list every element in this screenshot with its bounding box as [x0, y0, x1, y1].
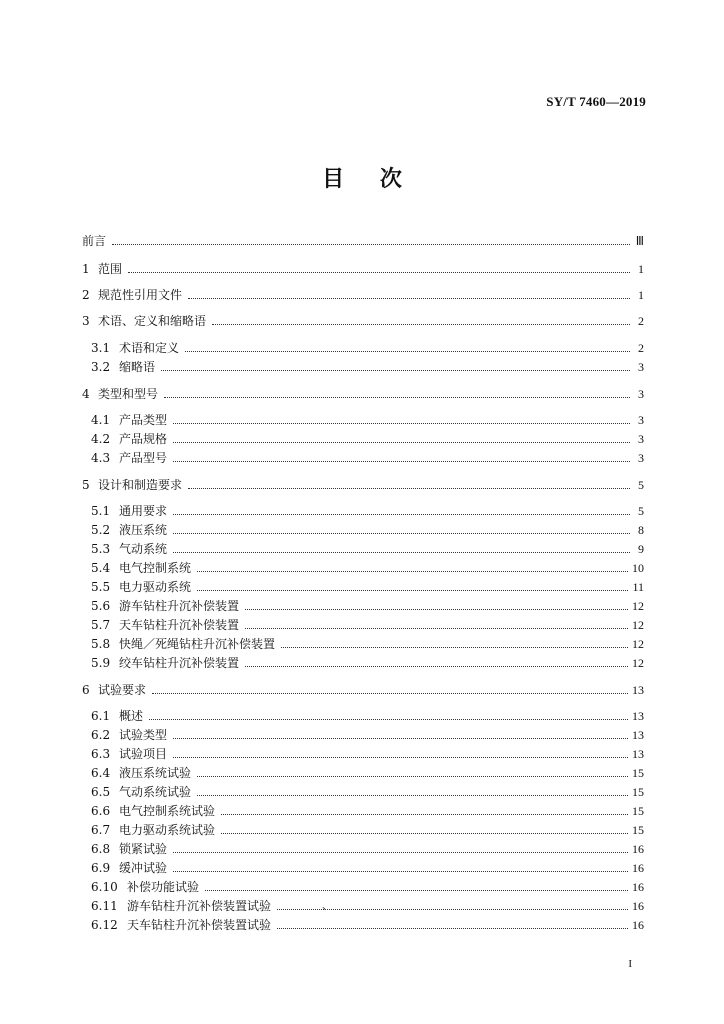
toc-entry-label: 术语、定义和缩略语 [98, 314, 207, 328]
toc-dot-leader [185, 351, 630, 352]
toc-entry-page: 16 [632, 899, 644, 913]
toc-dot-leader [173, 757, 628, 758]
toc-dot-leader [221, 833, 628, 834]
toc-dot-leader [173, 423, 630, 424]
toc-dot-leader [173, 514, 630, 515]
page-folio: I [628, 958, 632, 970]
toc-entry-page: 13 [632, 683, 644, 697]
toc-dot-leader [212, 324, 630, 325]
toc-dot-leader [221, 814, 628, 815]
toc-entry-page: 5 [638, 504, 644, 518]
toc-entry-number: 5 [82, 478, 90, 492]
toc-entry-page: 12 [632, 637, 644, 651]
toc-entry-number: 6.4 [91, 766, 111, 780]
toc-entry-number: 5.9 [91, 656, 111, 670]
toc-dot-leader [173, 442, 630, 443]
toc-entry[interactable] [91, 762, 644, 780]
toc-entry-page: 13 [632, 747, 644, 761]
toc-entry-page: 11 [632, 580, 644, 594]
toc-entry[interactable] [91, 614, 644, 632]
toc-entry[interactable] [82, 383, 644, 401]
toc-entry-label: 电力驱动系统 [119, 580, 192, 594]
toc-entry-number: 4.3 [91, 451, 111, 465]
toc-entry-number: 5.8 [91, 637, 111, 651]
toc-entry-label: 天车钻柱升沉补偿装置试验 [127, 918, 272, 932]
toc-entry[interactable] [91, 800, 644, 818]
toc-dot-leader [173, 552, 630, 553]
toc-entry-label: 锁紧试验 [119, 842, 168, 856]
toc-entry-number: 5.1 [91, 504, 111, 518]
toc-entry-label: 游车钻柱升沉补偿装置 [119, 599, 240, 613]
toc-dot-leader [128, 272, 630, 273]
toc-entry-page: 5 [638, 478, 644, 492]
toc-entry-label: 补偿功能试验 [127, 880, 200, 894]
toc-entry[interactable] [91, 519, 644, 537]
toc-entry-label: 绞车钻柱升沉补偿装置 [119, 656, 240, 670]
toc-entry-number: 6.12 [91, 918, 118, 932]
toc-dot-leader [173, 871, 628, 872]
toc-entry-label: 术语和定义 [119, 341, 180, 355]
toc-entry[interactable] [91, 337, 644, 355]
toc-entry[interactable] [91, 895, 644, 913]
toc-dot-leader [197, 571, 628, 572]
toc-entry-page: 12 [632, 599, 644, 613]
toc-entry-page: 16 [632, 880, 644, 894]
toc-entry-page: 3 [638, 387, 644, 401]
toc-entry[interactable] [91, 781, 644, 799]
toc-entry-label: 范围 [98, 262, 123, 276]
toc-entry-page: 16 [632, 918, 644, 932]
toc-entry-page: 15 [632, 823, 644, 837]
toc-entry[interactable] [91, 838, 644, 856]
toc-entry-label: 产品规格 [119, 432, 168, 446]
toc-entry-label: 气动系统试验 [119, 785, 192, 799]
toc-entry-number: 6.8 [91, 842, 111, 856]
toc-entry-number: 6.6 [91, 804, 111, 818]
toc-entry-page: 12 [632, 618, 644, 632]
toc-entry-label: 电气控制系统 [119, 561, 192, 575]
toc-entry-label: 游车钻柱升沉补偿装置试验 [127, 899, 272, 913]
toc-entry-number: 6.9 [91, 861, 111, 875]
toc-entry-number: 3.2 [91, 360, 111, 374]
toc-entry-label: 液压系统 [119, 523, 168, 537]
toc-entry-number: 6.11 [91, 899, 118, 913]
toc-dot-leader [173, 852, 628, 853]
toc-entry-number: 5.7 [91, 618, 111, 632]
toc-entry[interactable] [91, 428, 644, 446]
toc-entry-label: 通用要求 [119, 504, 168, 518]
toc-entry-number: 4 [82, 387, 90, 401]
toc-entry-number: 6.2 [91, 728, 111, 742]
toc-entry-label: 液压系统试验 [119, 766, 192, 780]
toc-entry[interactable] [91, 652, 644, 670]
toc-dot-leader [277, 928, 628, 929]
toc-dot-leader [245, 628, 628, 629]
scan-speck: 、 [322, 901, 332, 912]
toc-entry-page: 15 [632, 785, 644, 799]
toc-entry-page: 3 [638, 432, 644, 446]
toc-entry[interactable] [82, 258, 644, 276]
toc-entry[interactable] [91, 705, 644, 723]
toc-dot-leader [245, 666, 628, 667]
toc-entry-label: 气动系统 [119, 542, 168, 556]
toc-entry[interactable] [91, 595, 644, 613]
toc-entry-label: 天车钻柱升沉补偿装置 [119, 618, 240, 632]
toc-dot-leader [161, 370, 630, 371]
toc-entry-label: 电气控制系统试验 [119, 804, 216, 818]
toc-entry-page: 8 [638, 523, 644, 537]
toc-dot-leader [205, 890, 628, 891]
toc-entry-number: 3.1 [91, 341, 111, 355]
toc-entry-label: 缩略语 [119, 360, 156, 374]
toc-entry[interactable] [91, 819, 644, 837]
toc-entry-number: 2 [82, 288, 90, 302]
toc-entry[interactable] [82, 284, 644, 302]
toc-dot-leader [173, 461, 630, 462]
toc-dot-leader [281, 647, 628, 648]
toc-dot-leader [188, 298, 630, 299]
toc-entry-number: 5.3 [91, 542, 111, 556]
toc-entry-number: 6 [82, 683, 90, 697]
toc-entry-label: 概述 [119, 709, 144, 723]
toc-entry-number: 5.2 [91, 523, 111, 537]
toc-entry-number: 6.1 [91, 709, 111, 723]
toc-entry[interactable] [82, 474, 644, 492]
toc-entry-label: 试验项目 [119, 747, 168, 761]
toc-dot-leader [173, 533, 630, 534]
toc-entry-number: 5.4 [91, 561, 111, 575]
toc-entry-label: 设计和制造要求 [98, 478, 183, 492]
toc-entry-page: 3 [638, 360, 644, 374]
toc-entry-label: 试验要求 [98, 683, 147, 697]
toc-dot-leader [112, 244, 630, 245]
toc-entry-number: 6.7 [91, 823, 111, 837]
toc-entry-number: 1 [82, 262, 90, 276]
toc-dot-leader [152, 693, 628, 694]
toc-entry[interactable] [91, 724, 644, 742]
toc-entry-number: 4.1 [91, 413, 111, 427]
toc-entry-page: 10 [632, 561, 644, 575]
toc-entry-page: 13 [632, 728, 644, 742]
toc-entry-page: 2 [638, 314, 644, 328]
toc-entry[interactable] [91, 576, 644, 594]
toc-entry-number: 6.5 [91, 785, 111, 799]
toc-dot-leader [245, 609, 628, 610]
toc-entry[interactable] [91, 409, 644, 427]
toc-dot-leader [173, 738, 628, 739]
toc-entry-page: 16 [632, 842, 644, 856]
toc-entry-label: 类型和型号 [98, 387, 159, 401]
toc-dot-leader [197, 795, 628, 796]
toc-entry-number: 6.10 [91, 880, 118, 894]
standard-code: SY/T 7460—2019 [546, 94, 646, 109]
toc-dot-leader [197, 776, 628, 777]
toc-entry-page: 12 [632, 656, 644, 670]
toc-entry-number: 6.3 [91, 747, 111, 761]
toc-entry-page: 3 [638, 413, 644, 427]
toc-entry-label: 快绳／死绳钻柱升沉补偿装置 [119, 637, 276, 651]
toc-entry-page: 15 [632, 804, 644, 818]
toc-entry-label: 前言 [82, 234, 107, 248]
toc-entry[interactable] [91, 500, 644, 518]
toc-entry-label: 电力驱动系统试验 [119, 823, 216, 837]
toc-entry[interactable] [91, 876, 644, 894]
toc-dot-leader [164, 397, 630, 398]
toc-entry-number: 5.6 [91, 599, 111, 613]
toc-entry[interactable] [91, 743, 644, 761]
toc-entry[interactable] [91, 633, 644, 651]
toc-entry-page: 1 [638, 262, 644, 276]
toc-entry-page: 15 [632, 766, 644, 780]
toc-entry-page: 9 [638, 542, 644, 556]
toc-entry-number: 3 [82, 314, 90, 328]
toc-entry[interactable] [91, 914, 644, 932]
toc-entry-label: 缓冲试验 [119, 861, 168, 875]
toc-entry-page: 16 [632, 861, 644, 875]
toc-entry-page: 13 [632, 709, 644, 723]
toc-entry-page: 3 [638, 451, 644, 465]
toc-entry[interactable] [91, 538, 644, 556]
toc-entry-page: 1 [638, 288, 644, 302]
toc-entry-label: 规范性引用文件 [98, 288, 183, 302]
toc-dot-leader [149, 719, 628, 720]
toc-entry[interactable] [91, 557, 644, 575]
toc-entry[interactable] [91, 857, 644, 875]
toc-entry[interactable] [91, 447, 644, 465]
toc-entry-label: 产品型号 [119, 451, 168, 465]
toc-entry-label: 产品类型 [119, 413, 168, 427]
page-title: 目 次 [322, 167, 402, 192]
toc-entry-number: 4.2 [91, 432, 111, 446]
toc-entry[interactable] [82, 310, 644, 328]
toc-entry[interactable] [82, 230, 644, 248]
toc-dot-leader [188, 488, 630, 489]
toc-entry-label: 试验类型 [119, 728, 168, 742]
toc-dot-leader [197, 590, 628, 591]
toc-entry-number: 5.5 [91, 580, 111, 594]
toc-entry-page: 2 [638, 341, 644, 355]
toc-entry-page: Ⅲ [635, 234, 644, 248]
toc-entry[interactable] [82, 679, 644, 697]
toc-entry[interactable] [91, 356, 644, 374]
